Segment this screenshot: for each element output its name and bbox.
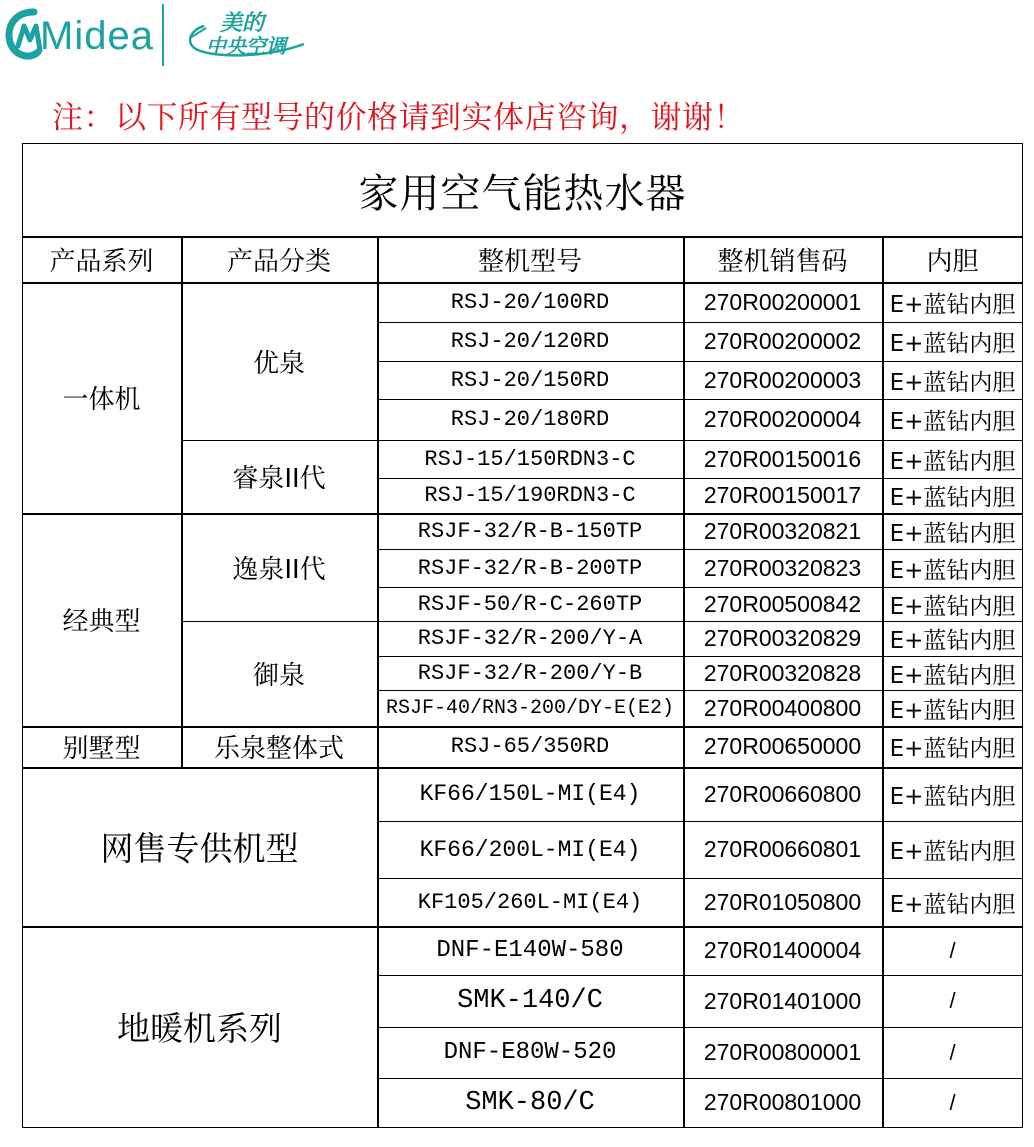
sales-code-cell: 270R00150016 [703, 445, 862, 472]
model-cell: RSJ-15/150RDN3-C [424, 446, 636, 472]
sales-code-cell: 270R01401000 [703, 987, 862, 1014]
liner-cell: E+蓝钻内胆 [889, 891, 1016, 918]
model-cell: RSJ-20/180RD [450, 407, 610, 432]
sales-code-cell: 270R00320829 [703, 625, 862, 651]
table-title: 家用空气能热水器 [358, 170, 687, 217]
header-liner: 内胆 [926, 247, 979, 277]
logo-sub-title: 中央空调 [206, 34, 286, 58]
model-cell: RSJF-40/RN3-200/DY-E(E2) [385, 696, 675, 720]
liner-cell: E+蓝钻内胆 [889, 520, 1016, 547]
series-cell: 网售专供机型 [100, 829, 299, 868]
category-cell: 乐泉整体式 [213, 734, 344, 764]
liner-cell: E+蓝钻内胆 [889, 369, 1016, 396]
sales-code-cell: 270R00320821 [703, 517, 862, 544]
liner-cell: / [949, 1089, 956, 1115]
series-cell: 经典型 [62, 607, 141, 637]
liner-cell: E+蓝钻内胆 [889, 783, 1016, 810]
series-cell: 别墅型 [62, 734, 141, 764]
liner-cell: E+蓝钻内胆 [889, 662, 1016, 689]
liner-cell: / [949, 937, 956, 963]
model-cell: RSJF-32/R-200/Y-A [417, 626, 643, 651]
logo-divider [162, 4, 164, 66]
model-cell: RSJF-32/R-B-150TP [417, 518, 643, 544]
header-category: 产品分类 [226, 247, 331, 277]
liner-cell: E+蓝钻内胆 [889, 557, 1016, 584]
header-sales-code: 整机销售码 [717, 247, 848, 277]
model-cell: RSJF-32/R-200/Y-B [417, 660, 643, 686]
model-cell: KF66/200L-MI(E4) [419, 836, 641, 863]
sales-code-cell: 270R00150017 [703, 482, 862, 508]
liner-cell: E+蓝钻内胆 [889, 409, 1016, 435]
model-cell: DNF-E140W-580 [436, 937, 624, 964]
liner-cell: E+蓝钻内胆 [889, 839, 1016, 865]
sales-code-cell: 270R00200004 [703, 406, 862, 432]
sales-code-cell: 270R00801000 [703, 1089, 862, 1115]
header-model: 整机型号 [477, 247, 582, 277]
sales-code-cell: 270R00660801 [703, 836, 862, 862]
sales-code-cell: 270R00320823 [703, 554, 862, 581]
model-cell: RSJF-32/R-B-200TP [417, 555, 643, 581]
model-cell: KF66/150L-MI(E4) [419, 781, 641, 807]
sales-code-cell: 270R00400800 [703, 694, 862, 721]
liner-cell: E+蓝钻内胆 [889, 593, 1016, 620]
logo-sub-brand: 美的 [220, 11, 265, 36]
liner-cell: / [949, 988, 956, 1013]
category-cell: 睿泉II代 [232, 464, 326, 494]
category-cell: 优泉 [252, 348, 305, 379]
model-cell: SMK-80/C [465, 1087, 595, 1118]
sales-code-cell: 270R00660800 [703, 780, 862, 807]
liner-cell: E+蓝钻内胆 [889, 291, 1016, 318]
model-cell: RSJF-50/R-C-260TP [417, 591, 643, 617]
liner-cell: E+蓝钻内胆 [889, 331, 1016, 357]
model-cell: RSJ-20/100RD [450, 289, 610, 315]
model-cell: DNF-E80W-520 [443, 1039, 617, 1066]
sales-code-cell: 270R00200001 [703, 288, 862, 315]
liner-cell: E+蓝钻内胆 [889, 448, 1016, 475]
model-cell: RSJ-15/190RDN3-C [424, 483, 636, 508]
header-series: 产品系列 [49, 247, 154, 277]
model-cell: KF105/260L-MI(E4) [417, 889, 643, 915]
midea-logo-text: Midea [40, 14, 154, 58]
liner-cell: E+蓝钻内胆 [889, 628, 1016, 654]
sales-code-cell: 270R00650000 [703, 733, 862, 759]
sales-code-cell: 270R00320828 [703, 659, 862, 686]
model-cell: SMK-140/C [457, 986, 603, 1016]
sales-code-cell: 270R01400004 [703, 937, 862, 963]
category-cell: 逸泉II代 [232, 554, 326, 585]
price-notice: 注：以下所有型号的价格请到实体店咨询，谢谢！ [52, 100, 745, 136]
sales-code-cell: 270R00200002 [703, 328, 862, 354]
model-cell: RSJ-65/350RD [450, 734, 610, 759]
sales-code-cell: 270R00500842 [703, 590, 862, 617]
sales-code-cell: 270R00800001 [703, 1039, 862, 1065]
liner-cell: / [949, 1039, 956, 1065]
liner-cell: E+蓝钻内胆 [889, 736, 1016, 762]
model-cell: RSJ-20/150RD [450, 367, 610, 393]
model-cell: RSJ-20/120RD [450, 329, 610, 354]
liner-cell: E+蓝钻内胆 [889, 485, 1016, 511]
sales-code-cell: 270R00200003 [703, 366, 862, 393]
liner-cell: E+蓝钻内胆 [889, 697, 1016, 724]
category-cell: 御泉 [252, 661, 305, 691]
series-cell: 地暖机系列 [117, 1009, 282, 1048]
series-cell: 一体机 [62, 385, 141, 415]
sales-code-cell: 270R01050800 [703, 888, 862, 915]
